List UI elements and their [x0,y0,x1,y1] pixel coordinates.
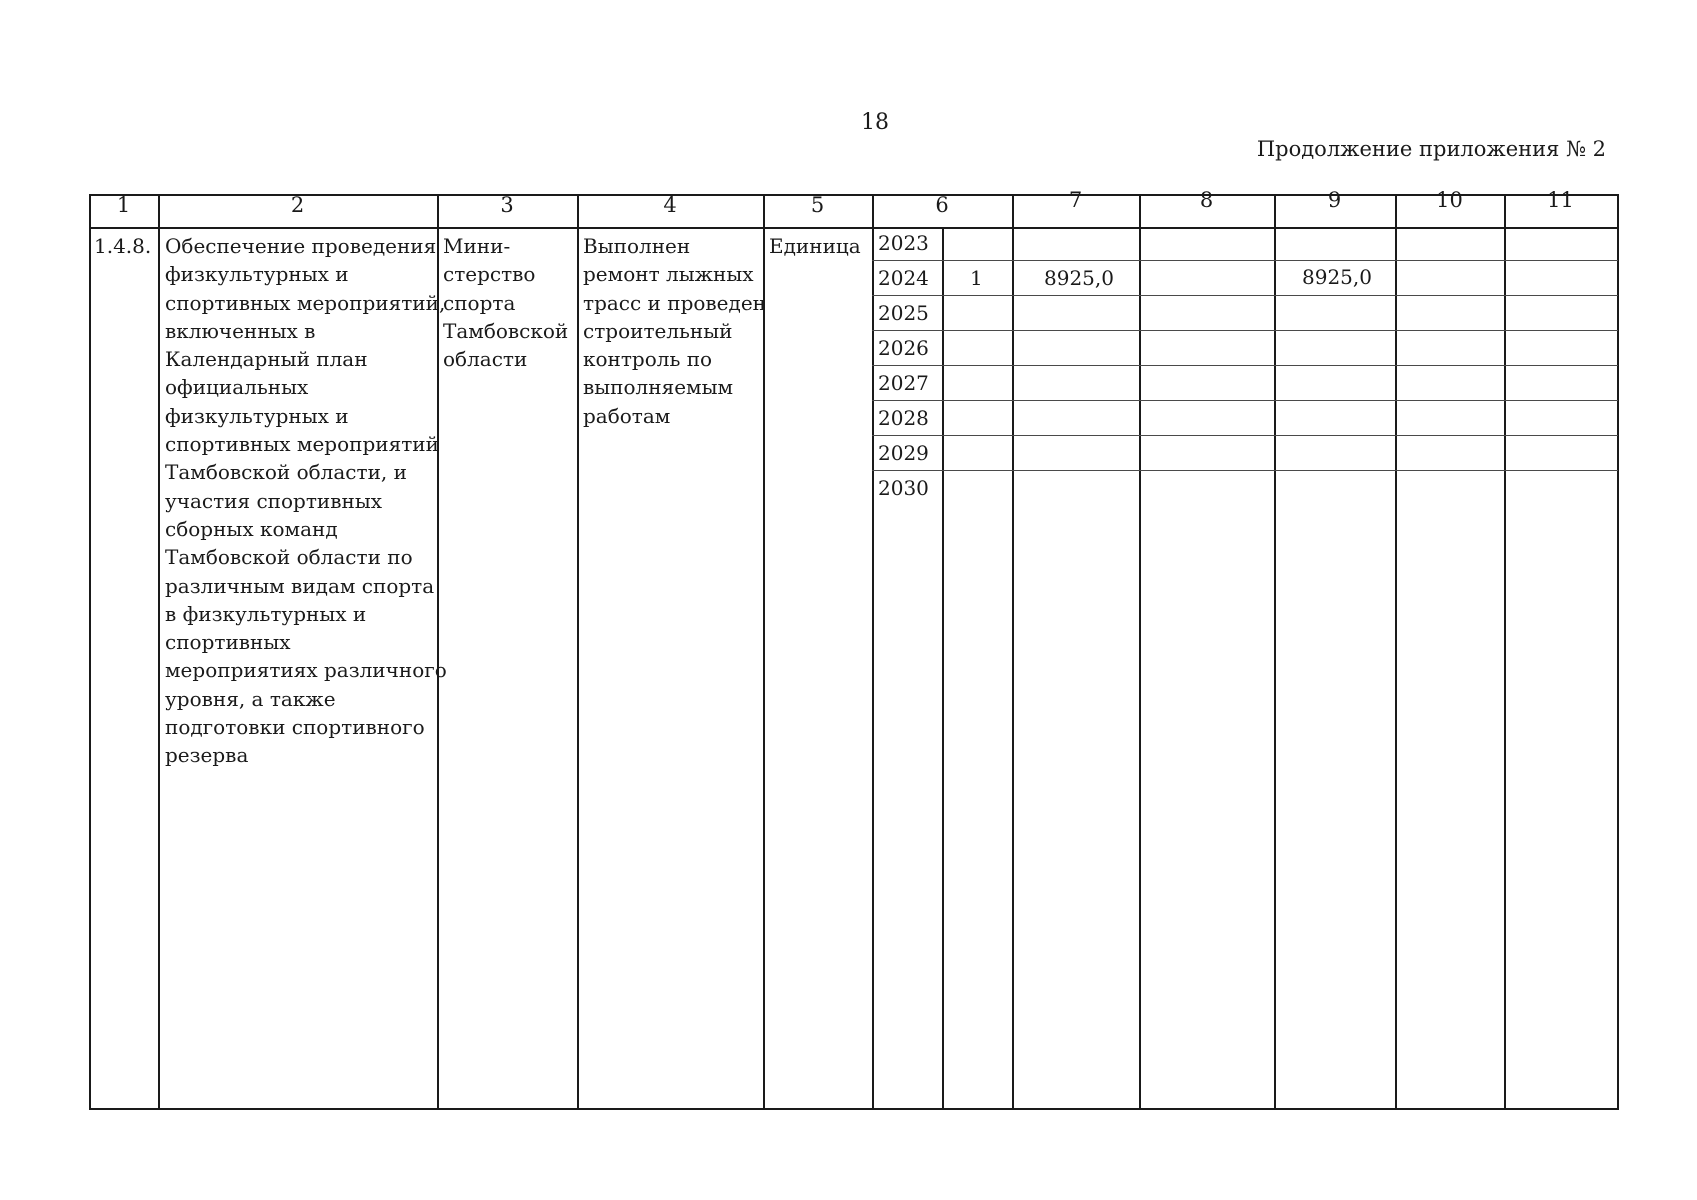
col-border-9-10 [1395,194,1397,1109]
header-col-4: 4 [663,193,677,217]
col-border-3-4 [577,194,579,1110]
year-row-line [872,295,1618,296]
header-col-3: 3 [500,193,514,217]
header-col-7: 7 [1068,188,1083,212]
header-col-5: 5 [810,193,825,217]
row-number: 1.4.8. [94,234,152,258]
year-row-line [872,470,1618,471]
table-bottom-border [90,1108,1619,1110]
col-border-5-6 [872,194,874,1110]
year-label: 2029 [878,441,929,465]
header-col-2: 2 [290,193,305,217]
year-label: 2026 [878,336,929,360]
year-row-line [872,330,1618,331]
result-description: Выполнен ремонт лыжных трасс и проведен строительный контроль по выполняемым работам [583,234,766,428]
header-col-10: 10 [1436,188,1463,212]
col-border-right [1617,194,1619,1109]
unit-of-measure: Единица [769,234,861,258]
appendix-label: Продолжение приложения № 2 [1256,137,1606,161]
header-col-1: 1 [116,193,131,217]
header-col-11: 11 [1547,188,1574,212]
year-label: 2025 [878,301,929,325]
value-2024-col7: 8925,0 [1044,266,1114,290]
header-col-8: 8 [1199,188,1214,212]
col-border-6-7 [1012,194,1014,1109]
value-2024-col6: 1 [970,266,983,290]
year-label: 2024 [878,266,929,290]
col-border-8-9 [1274,194,1276,1109]
year-row-line [872,435,1618,436]
year-label: 2027 [878,371,929,395]
col-border-7-8 [1139,194,1141,1109]
year-label: 2028 [878,406,929,430]
year-label: 2030 [878,476,929,500]
value-2024-col9: 8925,0 [1302,265,1372,289]
year-row-line [872,365,1618,366]
col-border-6-inner [942,229,944,1109]
header-col-9: 9 [1327,188,1342,212]
year-row-line [872,260,1618,261]
header-col-6: 6 [935,193,949,217]
year-label: 2023 [878,231,929,255]
header-bottom-border [89,227,1618,229]
col-border-1-2 [158,194,160,1110]
page-number: 18 [861,110,889,135]
executor-name: Мини- стерство спорта Тамбовской области [443,234,569,372]
col-border-10-11 [1504,194,1506,1109]
activity-description: Обеспечение проведения физкультурных и спортивных мероприятий, включенных в Календарный план официальных физкультурных и спортивных мероприятий Тамбовской области, и участия спортивных сборных команд Тамбовской области по различным видам спорта в физкультурных и спортивных мероприятиях различного уровня, а также подготовки спортивного резерва [165,234,447,768]
year-row-line [872,400,1618,401]
col-border-left [89,194,91,1110]
